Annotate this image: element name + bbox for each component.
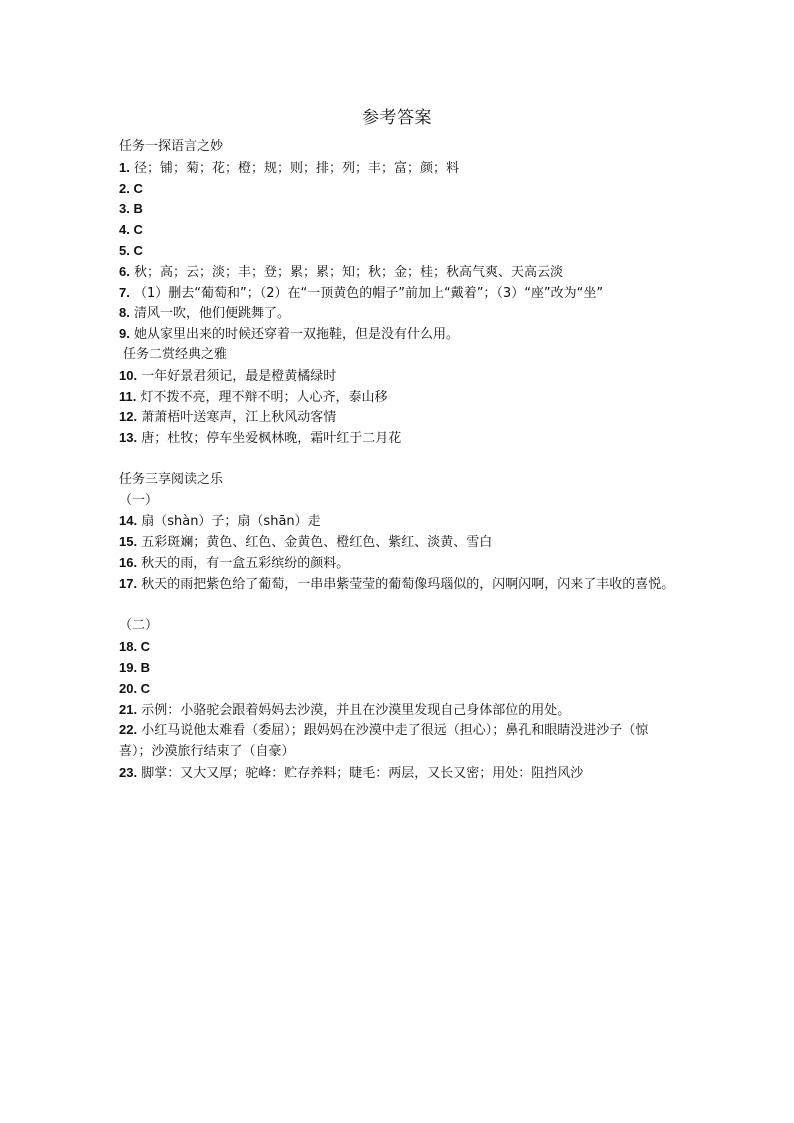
part-label-1: （一）: [119, 492, 159, 508]
answer-number: 12.: [119, 409, 138, 425]
answer-9: [119, 324, 679, 345]
section-heading-3: 任务三享阅读之乐: [119, 471, 224, 487]
answer-19: [119, 658, 679, 679]
answer-number: 9.: [119, 326, 130, 342]
answer-text: 秋天的雨把紫色给了葡萄，一串串紫莹莹的葡萄像玛瑙似的，闪啊闪啊，闪来了丰收的喜悦。: [137, 576, 675, 592]
answer-number: 21.: [119, 701, 138, 717]
section-heading-2: 任务二赏经典之雅: [123, 346, 228, 362]
answer-16: [119, 553, 679, 574]
page-title: 参考答案: [362, 108, 432, 128]
answer-4: [119, 220, 679, 241]
answer-17: [119, 574, 679, 596]
answer-number: 20. C: [119, 680, 151, 696]
part-label-2: （二）: [119, 618, 159, 634]
answer-text: 秋；高；云；淡；丰；登；累；累；知；秋；金；桂；秋高气爽、天高云淡: [129, 264, 563, 280]
answer-content: [119, 137, 679, 784]
answer-22: [119, 720, 679, 763]
answer-number: 19. B: [119, 659, 151, 675]
answer-text: 一年好景君须记，最是橙黄橘绿时: [137, 368, 337, 384]
answer-10: [119, 366, 679, 387]
answer-number: 5. C: [119, 242, 143, 258]
answer-number: 6.: [119, 263, 130, 279]
answer-number: 15.: [119, 534, 138, 550]
answer-number: 11.: [119, 388, 137, 404]
answer-number: 10.: [119, 367, 138, 383]
answer-number: 14.: [119, 513, 138, 529]
spacer: [119, 449, 679, 470]
answer-number: 8.: [119, 305, 130, 321]
answer-text: 唐；杜牧；停车坐爱枫林晚，霜叶红于二月花: [137, 431, 402, 447]
answer-number: 17.: [119, 575, 138, 591]
answer-21: [119, 700, 679, 721]
spacer: [119, 596, 679, 617]
answer-14: [119, 511, 679, 532]
answer-text: 小红马说他太难看（委屈）；跟妈妈在沙漠中走了很远（担心）；鼻孔和眼睛没进沙子（惊喜）；沙漠旅行结束了（自豪）: [119, 723, 649, 760]
answer-text: 灯不拨不亮，理不辩不明；人心齐，泰山移: [136, 389, 388, 405]
answer-number: 16.: [119, 554, 138, 570]
answer-text: （1）删去“葡萄和”；（2）在“一顶黄色的帽子”前加上“戴着”；（3）“座”改为“坐”: [129, 285, 604, 301]
answer-3: [119, 199, 679, 220]
section-heading-1: 任务一探语言之妙: [119, 139, 224, 154]
answer-number: 7.: [119, 284, 130, 300]
answer-1: [119, 158, 679, 179]
answer-11: [119, 387, 679, 408]
answer-text: 扇（shàn）子；扇（shān）走: [137, 514, 321, 530]
answer-8: [119, 303, 679, 324]
answer-text: 五彩斑斓；黄色、红色、金黄色、橙红色、紫红、淡黄、雪白: [137, 535, 493, 551]
answer-15: [119, 532, 679, 553]
answer-text: 清风一吹，他们便跳舞了。: [129, 306, 290, 322]
answer-7: [119, 283, 679, 304]
answer-number: 4. C: [119, 222, 143, 238]
answer-number: 22.: [119, 722, 138, 738]
answer-number: 1.: [119, 159, 130, 175]
answer-number: 23.: [119, 764, 138, 780]
answer-text: 示例：小骆驼会跟着妈妈去沙漠，并且在沙漠里发现自己身体部位的用处。: [137, 702, 571, 718]
answer-18: [119, 637, 679, 658]
answer-23: [119, 763, 679, 784]
answer-number: 18. C: [119, 639, 151, 655]
answer-text: 萧萧梧叶送寒声，江上秋风动客情: [137, 410, 337, 426]
answer-20: [119, 679, 679, 700]
answer-5: [119, 241, 679, 262]
answer-text: 秋天的雨，有一盒五彩缤纷的颜料。: [137, 555, 350, 571]
answer-2: [119, 179, 679, 200]
answer-text: 她从家里出来的时候还穿着一双拖鞋，但是没有什么用。: [129, 327, 459, 343]
answer-text: 径；铺；菊；花；橙；规；则；排；列；丰；富；颜；料: [129, 160, 459, 176]
answer-number: 2. C: [119, 180, 143, 196]
answer-6: [119, 262, 679, 283]
answer-number: 3. B: [119, 201, 143, 217]
answer-13: [119, 428, 679, 449]
answer-text: 脚掌：又大又厚；驼峰：贮存养料；睫毛：两层，又长又密；用处：阻挡风沙: [137, 765, 584, 781]
answer-number: 13.: [119, 430, 138, 446]
answer-12: [119, 407, 679, 428]
